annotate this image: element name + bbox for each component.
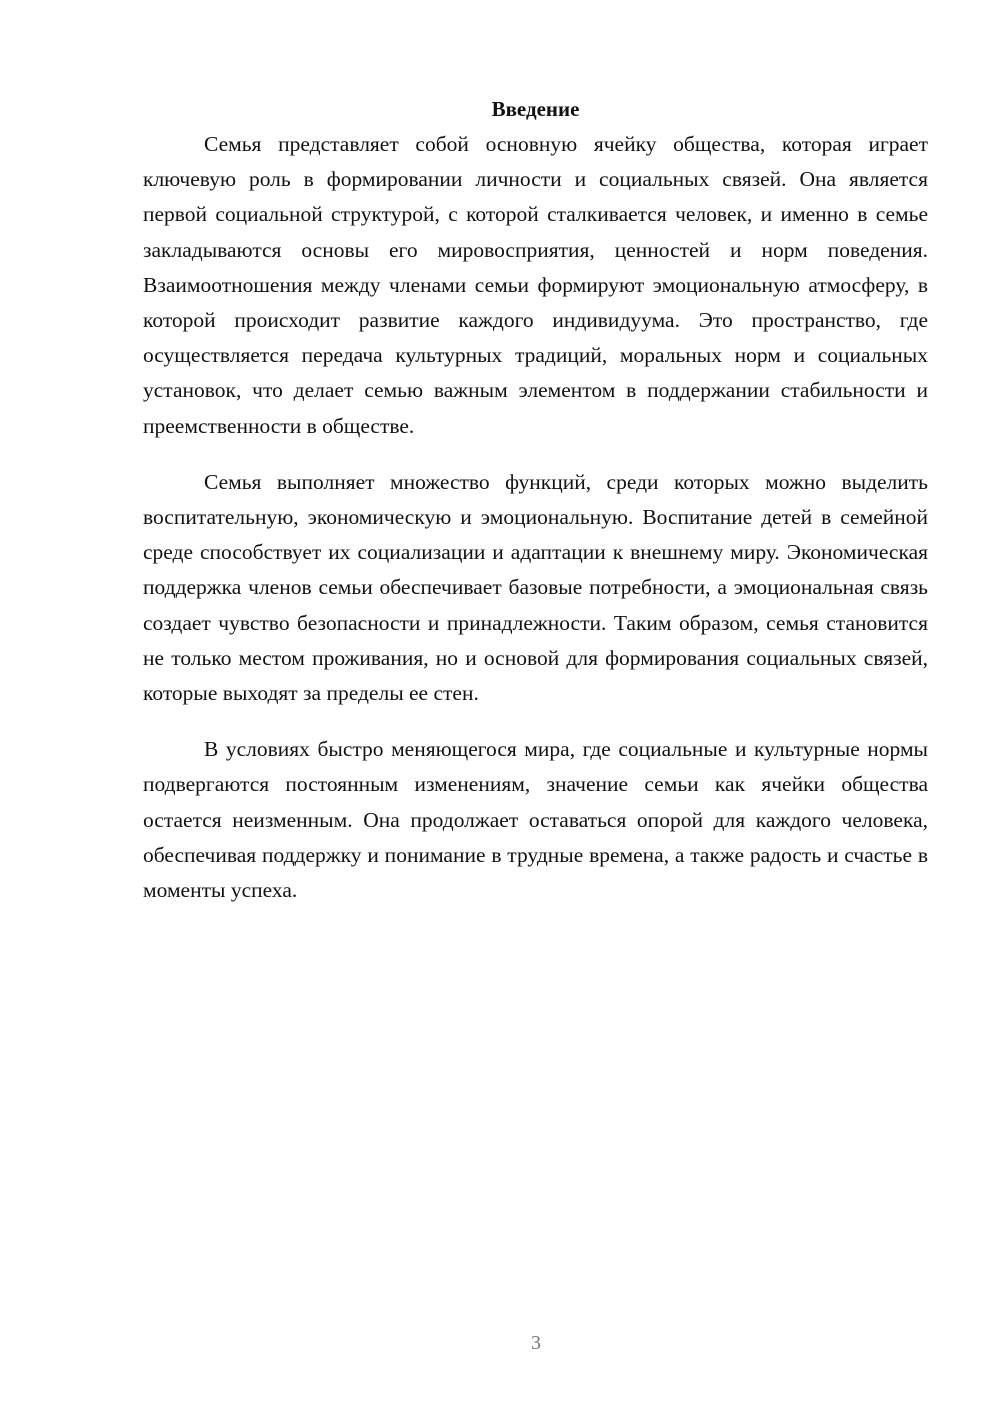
page-number: 3 [531, 1332, 541, 1354]
paragraph-2: Семья выполняет множество функций, среди которых можно выделить воспитательную, экономическую и эмоциональную. Воспитание детей в семейной среде способствует их социализации и адаптации к внешнему миру. Экономическая поддержка членов семьи обеспечивает базовые потребности, а эмоциональная связь создает чувство безопасности и принадлежности. Таким образом, семья становится не только местом проживания, но и основой для формирования социальных связей, которые выходят за пределы ее стен. [143, 469, 928, 706]
paragraph-3: В условиях быстро меняющегося мира, где социальные и культурные нормы подвергаются постоянным изменениям, значение семьи как ячейки общества остается неизменным. Она продолжает оставаться опорой для каждого человека, обеспечивая поддержку и понимание в трудные времена, а также радость и счастье в моменты успеха. [143, 737, 928, 903]
section-title: Введение [491, 97, 580, 121]
paragraph-1: Семья представляет собой основную ячейку общества, которая играет ключевую роль в формировании личности и социальных связей. Она является первой социальной структурой, с которой сталкивается человек, и именно в семье закладываются основы его мировосприятия, ценностей и норм поведения. Взаимоотношения между членами семьи формируют эмоциональную атмосферу, в которой происходит развитие каждого индивидуума. Это пространство, где осуществляется передача культурных традиций, моральных норм и социальных установок, что делает семью важным элементом в поддержании стабильности и преемственности в обществе. [143, 132, 928, 438]
page-content [143, 92, 928, 908]
